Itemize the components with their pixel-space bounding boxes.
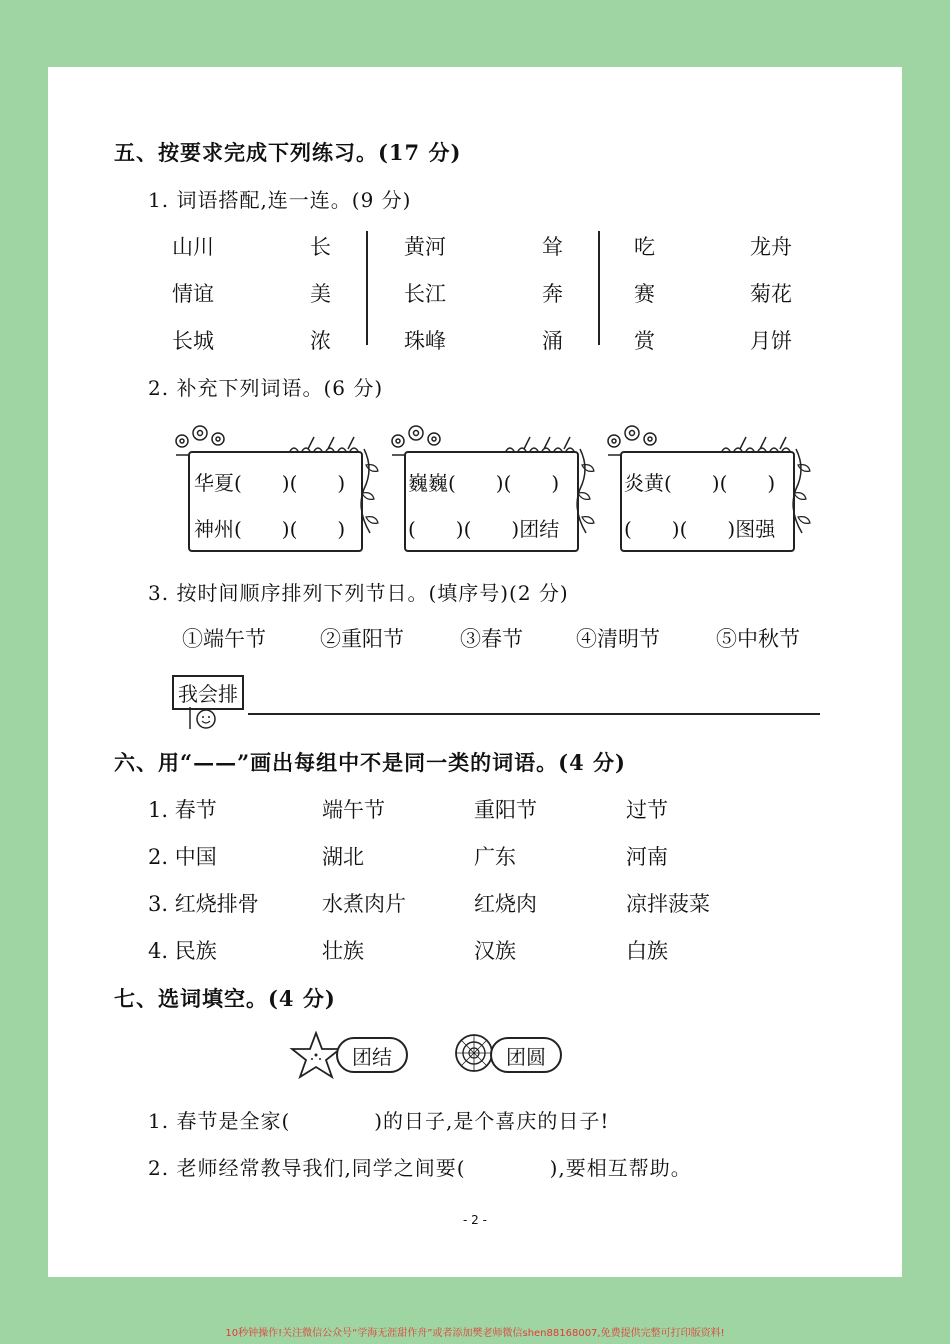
word-item[interactable]: 河南 bbox=[626, 845, 668, 869]
q2-title: 2. 补充下列词语。(6 分) bbox=[148, 376, 384, 400]
match-word: 龙舟 bbox=[750, 235, 792, 259]
match-word: 美 bbox=[310, 282, 331, 306]
word-item[interactable]: 水煮肉片 bbox=[322, 892, 406, 916]
idiom-blank[interactable]: ( )( )图强 bbox=[624, 517, 776, 541]
option-word: 团圆 bbox=[490, 1037, 562, 1073]
match-word: 珠峰 bbox=[404, 329, 446, 353]
smiley-icon bbox=[184, 707, 220, 731]
word-item[interactable]: 壮族 bbox=[322, 939, 364, 963]
match-word: 赛 bbox=[634, 282, 655, 306]
word-item[interactable]: 4. 民族 bbox=[148, 939, 217, 963]
match-word: 奔 bbox=[542, 282, 563, 306]
word-item[interactable]: 红烧肉 bbox=[474, 892, 537, 916]
q1-title: 1. 词语搭配,连一连。(9 分) bbox=[148, 188, 412, 212]
match-word: 菊花 bbox=[750, 282, 792, 306]
section5-title: 五、按要求完成下列练习。(17 分) bbox=[114, 140, 462, 165]
divider bbox=[598, 231, 600, 345]
festival-item: ⑤中秋节 bbox=[716, 627, 800, 651]
idiom-blank[interactable]: 神州( )( ) bbox=[194, 517, 346, 541]
match-word: 赏 bbox=[634, 329, 655, 353]
festival-item: ①端午节 bbox=[182, 627, 266, 651]
word-item[interactable]: 凉拌菠菜 bbox=[626, 892, 710, 916]
word-item[interactable]: 端午节 bbox=[322, 798, 385, 822]
vine-icon bbox=[358, 447, 382, 537]
match-word: 长城 bbox=[172, 329, 214, 353]
option-word: 团结 bbox=[336, 1037, 408, 1073]
vine-icon bbox=[790, 447, 814, 537]
match-word: 长江 bbox=[404, 282, 446, 306]
fill-sentence[interactable]: 1. 春节是全家( )的日子,是个喜庆的日子! bbox=[148, 1109, 610, 1133]
idiom-blank[interactable]: 炎黄( )( ) bbox=[624, 471, 776, 495]
word-item[interactable]: 过节 bbox=[626, 798, 668, 822]
match-word: 涌 bbox=[542, 329, 563, 353]
worksheet-page bbox=[48, 67, 902, 1277]
word-item[interactable]: 湖北 bbox=[322, 845, 364, 869]
word-item[interactable]: 3. 红烧排骨 bbox=[148, 892, 259, 916]
divider bbox=[366, 231, 368, 345]
word-item[interactable]: 广东 bbox=[474, 845, 516, 869]
word-item[interactable]: 重阳节 bbox=[474, 798, 537, 822]
q3-title: 3. 按时间顺序排列下列节日。(填序号)(2 分) bbox=[148, 581, 569, 605]
festival-item: ②重阳节 bbox=[320, 627, 404, 651]
match-word: 长 bbox=[310, 235, 331, 259]
match-word: 情谊 bbox=[172, 282, 214, 306]
promo-footer: 10秒钟操作!关注微信公众号“学海无涯甜作舟”或者添加樊老师微信shen88168007,免费提供完整可打印版资料! bbox=[225, 1328, 725, 1339]
word-item[interactable]: 白族 bbox=[626, 939, 668, 963]
festival-item: ④清明节 bbox=[576, 627, 660, 651]
word-item[interactable]: 2. 中国 bbox=[148, 845, 217, 869]
idiom-blank[interactable]: ( )( )团结 bbox=[408, 517, 560, 541]
match-word: 山川 bbox=[172, 235, 214, 259]
match-word: 浓 bbox=[310, 329, 331, 353]
match-word: 黄河 bbox=[404, 235, 446, 259]
section6-title: 六、用“——”画出每组中不是同一类的词语。(4 分) bbox=[114, 750, 626, 775]
fill-sentence[interactable]: 2. 老师经常教导我们,同学之间要( ),要相互帮助。 bbox=[148, 1156, 692, 1180]
answer-line[interactable] bbox=[248, 713, 820, 715]
match-word: 吃 bbox=[634, 235, 655, 259]
section7-title: 七、选词填空。(4 分) bbox=[114, 986, 336, 1011]
page-number: - 2 - bbox=[463, 1213, 487, 1227]
word-item[interactable]: 汉族 bbox=[474, 939, 516, 963]
match-word: 月饼 bbox=[750, 329, 792, 353]
sort-sign-label: 我会排 bbox=[172, 675, 244, 710]
word-item[interactable]: 1. 春节 bbox=[148, 798, 217, 822]
festival-item: ③春节 bbox=[460, 627, 523, 651]
match-word: 耸 bbox=[542, 235, 563, 259]
idiom-blank[interactable]: 华夏( )( ) bbox=[194, 471, 346, 495]
idiom-blank[interactable]: 巍巍( )( ) bbox=[408, 471, 560, 495]
vine-icon bbox=[574, 447, 598, 537]
